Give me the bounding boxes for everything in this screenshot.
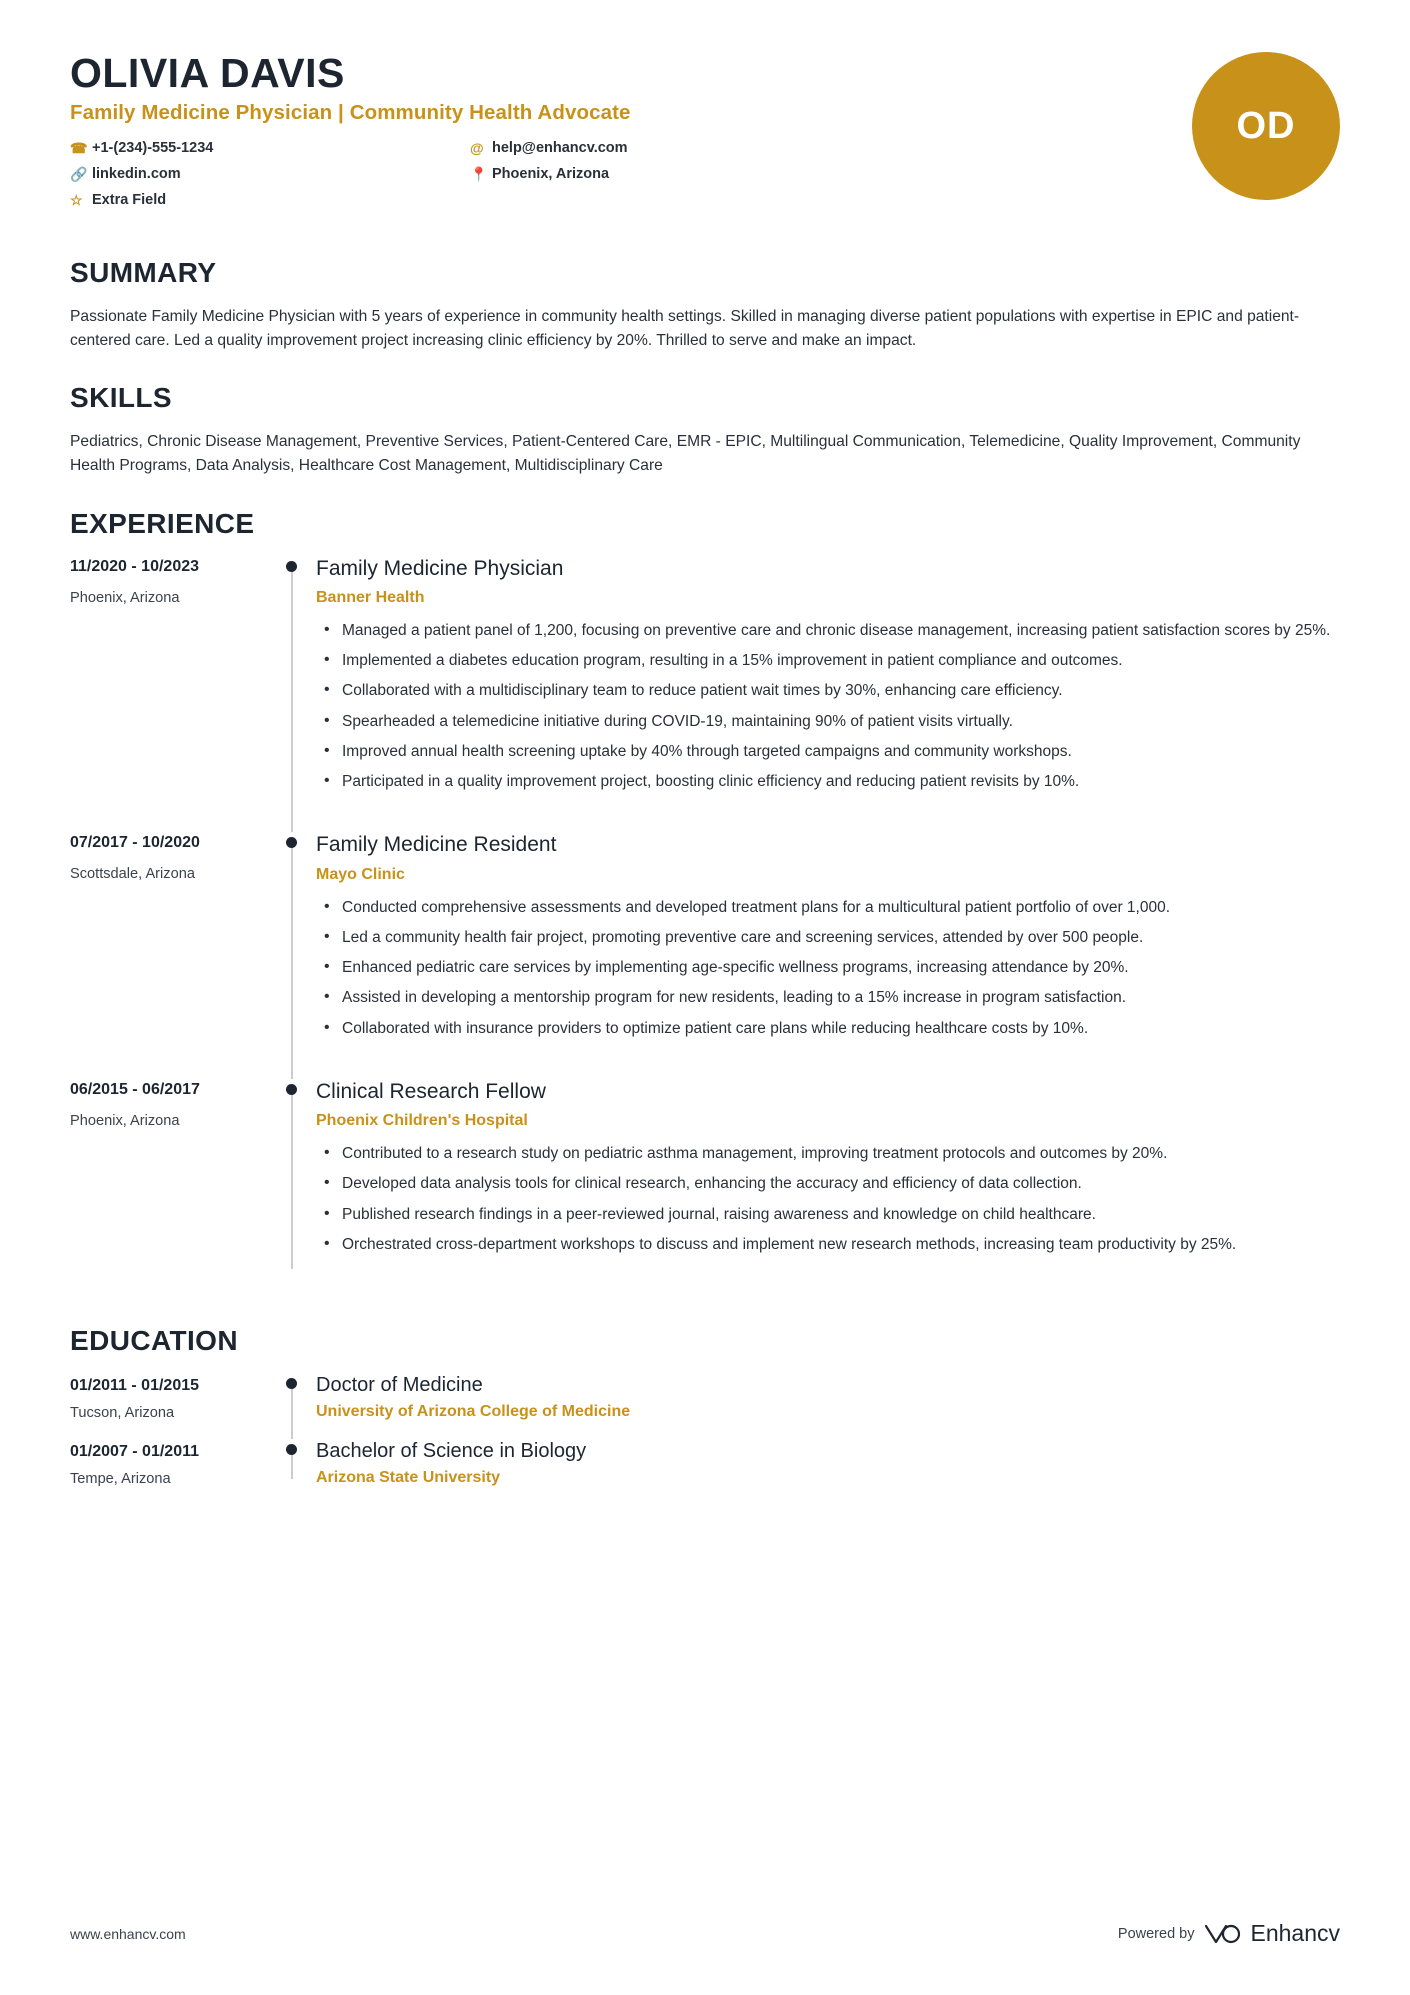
- list-item: • Developed data analysis tools for clinical research, enhancing the accuracy and efficiency of data collection.: [338, 1172, 1340, 1195]
- section-skills: [70, 382, 1340, 477]
- resume-header: [70, 52, 1340, 227]
- list-item: • Conducted comprehensive assessments and developed treatment plans for a multicultural patient portfolio of over 1,000.: [338, 896, 1340, 919]
- phone-icon: ☎: [70, 140, 88, 157]
- experience-location: Phoenix, Arizona: [70, 1112, 180, 1129]
- education-entry: [70, 1373, 1340, 1439]
- powered-by-label: Powered by: [1117, 1925, 1195, 1942]
- section-education: [70, 1325, 1340, 1505]
- timeline-line: [291, 1088, 293, 1269]
- timeline-rail: [282, 1373, 316, 1439]
- education-meta: [70, 1439, 282, 1505]
- experience-bullets: [316, 896, 1340, 1040]
- list-item: • Spearheaded a telemedicine initiative during COVID-19, maintaining 90% of patient visits virtually.: [338, 710, 1340, 733]
- education-degree: Bachelor of Science in Biology: [316, 1440, 587, 1463]
- education-location: Tempe, Arizona: [70, 1471, 171, 1488]
- avatar: [1192, 52, 1340, 200]
- brand-logo: [1204, 1920, 1340, 1947]
- education-date: 01/2007 - 01/2011: [70, 1443, 200, 1461]
- contact-phone-text: +1-(234)-555-1234: [92, 140, 214, 157]
- education-entry: [70, 1439, 1340, 1505]
- list-item: • Collaborated with insurance providers to optimize patient care plans while reducing healthcare costs by 10%.: [338, 1017, 1340, 1040]
- contact-location: [470, 165, 870, 184]
- experience-organization: Banner Health: [316, 588, 425, 606]
- timeline-dot: [286, 1378, 297, 1389]
- timeline-rail: [282, 556, 316, 833]
- list-item: • Assisted in developing a mentorship program for new residents, leading to a 15% increase in program satisfaction.: [338, 986, 1340, 1009]
- list-item: • Published research findings in a peer-reviewed journal, raising awareness and knowledge on child healthcare.: [338, 1203, 1340, 1226]
- contact-extra-field: [70, 191, 470, 210]
- section-summary: [70, 257, 1340, 352]
- list-item: • Collaborated with a multidisciplinary team to reduce patient wait times by 30%, enhancing care efficiency.: [338, 679, 1340, 702]
- contact-email-text: help@enhancv.com: [492, 140, 628, 157]
- timeline-line: [291, 565, 293, 833]
- education-degree: Doctor of Medicine: [316, 1374, 483, 1397]
- page-footer: [70, 1920, 1340, 1947]
- contact-location-text: Phoenix, Arizona: [492, 165, 610, 182]
- list-item: • Contributed to a research study on pediatric asthma management, improving treatment protocols and outcomes by 20%.: [338, 1142, 1340, 1165]
- experience-bullets: [316, 619, 1340, 794]
- education-location: Tucson, Arizona: [70, 1405, 175, 1422]
- experience-date: 11/2020 - 10/2023: [70, 557, 200, 575]
- experience-meta: [70, 556, 282, 833]
- contact-phone: [70, 139, 470, 158]
- enhancv-mark-icon: [1204, 1921, 1242, 1947]
- experience-bullets: [316, 1142, 1340, 1256]
- timeline-rail: [282, 1439, 316, 1505]
- experience-body: [316, 1079, 1340, 1295]
- powered-by-block: [1118, 1920, 1340, 1947]
- list-item: • Enhanced pediatric care services by implementing age-specific wellness programs, increasing attendance by 20%.: [338, 956, 1340, 979]
- education-date: 01/2011 - 01/2015: [70, 1377, 200, 1395]
- timeline-dot: [286, 1084, 297, 1095]
- experience-location: Scottsdale, Arizona: [70, 866, 195, 883]
- section-title-education: EDUCATION: [70, 1325, 238, 1357]
- summary-text: Passionate Family Medicine Physician with 5 years of experience in community health settings. Skilled in managing diverse patient populations with expertise in EPIC and patient-centered care. Led a quality improvement project increasing clinic efficiency by 20%. Thrilled to serve and make an impact.: [70, 308, 1300, 349]
- experience-date: 07/2017 - 10/2020: [70, 834, 200, 852]
- experience-body: [316, 556, 1340, 833]
- section-experience: [70, 508, 1340, 1295]
- experience-role: Family Medicine Resident: [316, 833, 557, 857]
- list-item: • Participated in a quality improvement project, boosting clinic efficiency and reducing patient revisits by 10%.: [338, 770, 1340, 793]
- list-item: • Improved annual health screening uptake by 40% through targeted campaigns and community workshops.: [338, 740, 1340, 763]
- page-title: OLIVIA DAVIS: [70, 50, 345, 96]
- experience-meta: [70, 1079, 282, 1295]
- contact-linkedin-text: linkedin.com: [92, 165, 181, 182]
- section-title-experience: EXPERIENCE: [70, 507, 255, 539]
- experience-date: 06/2015 - 06/2017: [70, 1080, 200, 1098]
- professional-headline: Family Medicine Physician | Community Health Advocate: [70, 101, 631, 125]
- email-icon: @: [470, 140, 484, 157]
- timeline-dot: [286, 1444, 297, 1455]
- experience-meta: [70, 832, 282, 1078]
- star-icon: ☆: [70, 191, 83, 208]
- experience-location: Phoenix, Arizona: [70, 589, 180, 606]
- list-item: • Managed a patient panel of 1,200, focusing on preventive care and chronic disease management, increasing patient satisfaction scores by 25%.: [338, 619, 1340, 642]
- experience-entry: [70, 1079, 1340, 1295]
- contact-linkedin[interactable]: [70, 165, 470, 184]
- section-title-skills: SKILLS: [70, 382, 172, 414]
- education-meta: [70, 1373, 282, 1439]
- experience-role: Family Medicine Physician: [316, 556, 564, 580]
- experience-entry: [70, 556, 1340, 833]
- timeline-dot: [286, 837, 297, 848]
- link-icon: 🔗: [70, 165, 88, 182]
- footer-website[interactable]: www.enhancv.com: [70, 1925, 186, 1942]
- timeline-dot: [286, 561, 297, 572]
- list-item: • Orchestrated cross-department workshops to discuss and implement new research methods, increasing team productivity by 25%.: [338, 1233, 1340, 1256]
- brand-name: Enhancv: [1250, 1920, 1340, 1946]
- skills-text: Pediatrics, Chronic Disease Management, Preventive Services, Patient-Centered Care, EMR - EPIC, Multilingual Communication, Telemedicine, Quality Improvement, Community Health Programs, Data Analysis, Healthcare Cost Management, Multidisciplinary Care: [70, 433, 1301, 475]
- section-title-summary: SUMMARY: [70, 257, 217, 288]
- experience-organization: Mayo Clinic: [316, 865, 405, 883]
- contact-extra-field-text: Extra Field: [92, 191, 167, 208]
- timeline-line: [291, 841, 293, 1078]
- timeline-line: [291, 1381, 293, 1439]
- experience-organization: Phoenix Children's Hospital: [316, 1112, 528, 1130]
- education-school: University of Arizona College of Medicine: [316, 1403, 631, 1421]
- education-school: Arizona State University: [316, 1469, 501, 1487]
- experience-body: [316, 832, 1340, 1078]
- avatar-initials: OD: [1236, 104, 1296, 147]
- list-item: • Implemented a diabetes education program, resulting in a 15% improvement in patient compliance and outcomes.: [338, 649, 1340, 672]
- contact-email[interactable]: [470, 139, 870, 158]
- location-pin-icon: 📍: [470, 165, 488, 182]
- list-item: • Led a community health fair project, promoting preventive care and screening services, attended by over 500 people.: [338, 926, 1340, 949]
- education-body: [316, 1373, 1340, 1439]
- contact-list: [70, 139, 870, 210]
- experience-entry: [70, 832, 1340, 1078]
- timeline-rail: [282, 832, 316, 1078]
- education-body: [316, 1439, 1340, 1505]
- timeline-rail: [282, 1079, 316, 1295]
- experience-role: Clinical Research Fellow: [316, 1079, 546, 1103]
